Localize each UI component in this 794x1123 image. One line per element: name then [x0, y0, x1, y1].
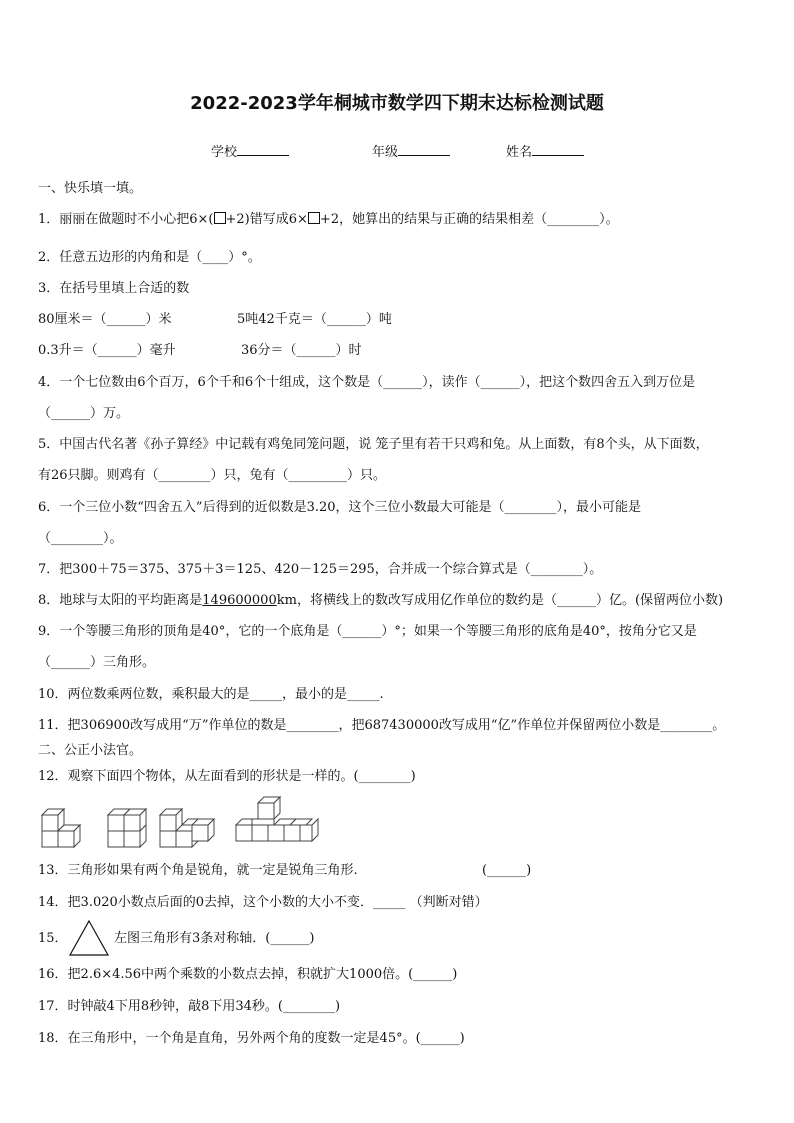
question-5-line-1: 5．中国古代名著《孙子算经》中记载有鸡兔同笼问题，说 笼子里有若干只鸡和兔。从上面数，有8个头，从下面数， [38, 437, 709, 452]
question-7: 7．把300＋75＝375、375＋3＝125、420－125＝295，合并成一个综合算式是（________）。 [38, 562, 603, 577]
school-field[interactable] [211, 141, 289, 160]
q1-part-a: 1．丽丽在做题时不小心把6×( [38, 212, 214, 227]
cube-figure-2 [108, 809, 146, 847]
name-label: 姓名 [506, 145, 533, 160]
question-4-line-1: 4．一个七位数由6个百万，6个千和6个十组成，这个数是（______），读作（______），把这个数四舍五入到万位是 [38, 375, 696, 390]
cube-figure-1 [42, 809, 80, 847]
cube-figures [36, 795, 326, 853]
box-symbol-icon [308, 212, 320, 224]
question-15-number: 15． [38, 931, 68, 946]
question-3a: 80厘米＝（______）米 [38, 312, 172, 327]
question-6-line-2: （________）。 [38, 531, 123, 546]
question-14: 14．把3.020小数点后面的0去掉，这个小数的大小不变．_____ （判断对错） [38, 895, 488, 910]
question-4-line-2: （______）万。 [38, 406, 130, 421]
question-3: 3．在括号里填上合适的数 [38, 281, 190, 296]
q1-part-c: +2，她算出的结果与正确的结果相差（________）。 [319, 212, 619, 227]
page-title: 2022-2023学年桐城市数学四下期末达标检测试题 [190, 93, 604, 114]
question-10: 10．两位数乘两位数，乘积最大的是_____，最小的是_____. [38, 687, 384, 702]
question-12: 12．观察下面四个物体，从左面看到的形状是一样的。(________) [38, 769, 416, 784]
grade-field[interactable] [372, 141, 450, 160]
triangle-icon [67, 918, 111, 958]
question-6-line-1: 6．一个三位小数“四舍五入”后得到的近似数是3.20，这个三位小数最大可能是（________），最小可能是 [38, 500, 642, 515]
question-8 [38, 592, 723, 610]
question-17: 17．时钟敲4下用8秒钟，敲8下用34秒。(________) [38, 999, 341, 1014]
question-11: 11．把306900改写成用“万”作单位的数是________，把687430000改写成用“亿”作单位并保留两位小数是________。 [38, 718, 726, 733]
question-9-line-1: 9．一个等腰三角形的顶角是40°，它的一个底角是（______）°；如果一个等腰三角形的底角是40°，按角分它又是 [38, 624, 697, 639]
q1-part-b: +2)错写成6× [225, 212, 308, 227]
question-18: 18．在三角形中，一个角是直角，另外两个角的度数一定是45°。(______) [38, 1031, 465, 1046]
q8-part-a: 8．地球与太阳的平均距离是 [38, 593, 203, 608]
question-5-line-2: 有26只脚。则鸡有（________）只，兔有（_________）只。 [38, 468, 387, 483]
question-13: 13．三角形如果有两个角是锐角，就一定是锐角三角形. [38, 863, 358, 878]
question-3d: 36分＝（______）时 [241, 343, 362, 358]
name-field[interactable] [506, 141, 584, 160]
question-2: 2．任意五边形的内角和是（____）°。 [38, 250, 261, 265]
cube-figure-4 [236, 797, 318, 841]
question-3b: 5吨42千克＝（______）吨 [237, 312, 392, 327]
question-9-line-2: （______）三角形。 [38, 655, 156, 670]
cube-figure-3 [160, 809, 214, 847]
question-1 [38, 211, 619, 229]
box-symbol-icon [214, 212, 226, 224]
section-1-heading: 一、快乐填一填。 [38, 181, 143, 196]
q8-part-c: km，将横线上的数改写成用亿作单位的数约是（______）亿。(保留两位小数) [276, 593, 724, 608]
question-16: 16．把2.6×4.56中两个乘数的小数点去掉，积就扩大1000倍。(______) [38, 967, 458, 982]
question-15: 左图三角形有3条对称轴．(______) [114, 931, 315, 946]
question-3c: 0.3升＝（______）毫升 [38, 343, 176, 358]
question-13-answer[interactable]: (______) [482, 863, 532, 878]
school-label: 学校 [211, 145, 238, 160]
section-2-heading: 二、公正小法官。 [38, 743, 143, 758]
q8-underlined-number: 149600000 [202, 593, 277, 608]
grade-label: 年级 [372, 145, 399, 160]
